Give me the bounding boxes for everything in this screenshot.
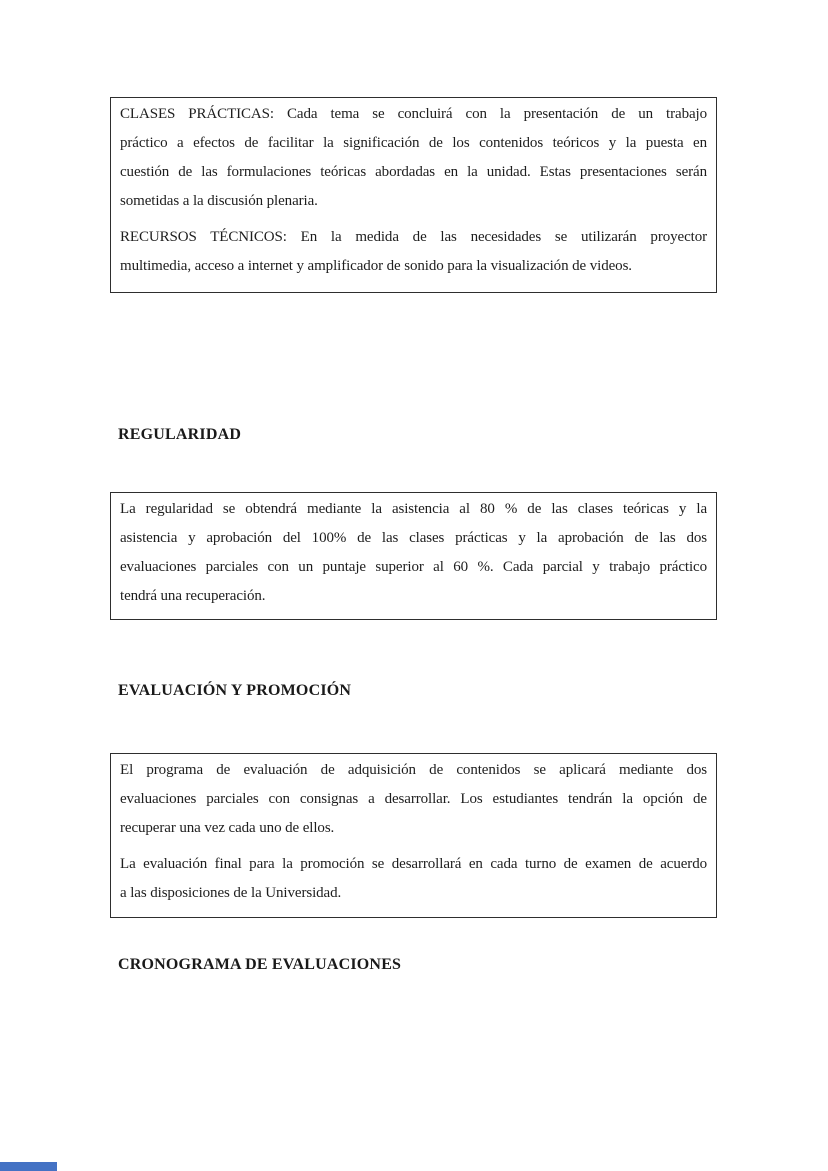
text-line: recuperar una vez cada uno de ellos. <box>120 820 335 836</box>
regularidad-text-box <box>110 492 717 620</box>
evaluacion-text-box <box>110 753 717 918</box>
paragraph-evaluacion-final <box>120 850 707 908</box>
text-line: La evaluación final para la promoción se desarrollará en cada turno de examen de acuerdo <box>120 856 707 872</box>
text-line: asistencia y aprobación del 100% de las clases prácticas y la aprobación de las dos <box>120 530 707 546</box>
text-line: tendrá una recuperación. <box>120 588 266 604</box>
text-line: cuestión de las formulaciones teóricas abordadas en la unidad. Estas presentaciones serán <box>120 164 707 180</box>
text-line: evaluaciones parciales con un puntaje superior al 60 %. Cada parcial y trabajo práctico <box>120 559 707 575</box>
methods-text-box <box>110 97 717 293</box>
paragraph-recursos-tecnicos <box>120 223 707 281</box>
paragraph-evaluaciones-parciales <box>120 756 707 843</box>
text-line: CLASES PRÁCTICAS: Cada tema se concluirá con la presentación de un trabajo <box>120 106 707 122</box>
next-page-table-fragment <box>0 1162 57 1171</box>
section-heading-regularidad: REGULARIDAD <box>118 426 242 443</box>
text-line: evaluaciones parciales con consignas a desarrollar. Los estudiantes tendrán la opción de <box>120 791 707 807</box>
text-line: El programa de evaluación de adquisición de contenidos se aplicará mediante dos <box>120 762 707 778</box>
text-line: sometidas a la discusión plenaria. <box>120 193 318 209</box>
section-heading-cronograma: CRONOGRAMA DE EVALUACIONES <box>118 956 402 973</box>
paragraph-clases-practicas <box>120 100 707 216</box>
text-line: multimedia, acceso a internet y amplificador de sonido para la visualización de videos. <box>120 258 632 274</box>
text-line: práctico a efectos de facilitar la significación de los contenidos teóricos y la puesta en <box>120 135 707 151</box>
text-line: La regularidad se obtendrá mediante la asistencia al 80 % de las clases teóricas y la <box>120 501 707 517</box>
section-heading-evaluacion-promocion: EVALUACIÓN Y PROMOCIÓN <box>118 682 352 699</box>
text-line: a las disposiciones de la Universidad. <box>120 885 342 901</box>
paragraph-regularidad <box>120 495 707 611</box>
text-line: RECURSOS TÉCNICOS: En la medida de las necesidades se utilizarán proyector <box>120 229 707 245</box>
